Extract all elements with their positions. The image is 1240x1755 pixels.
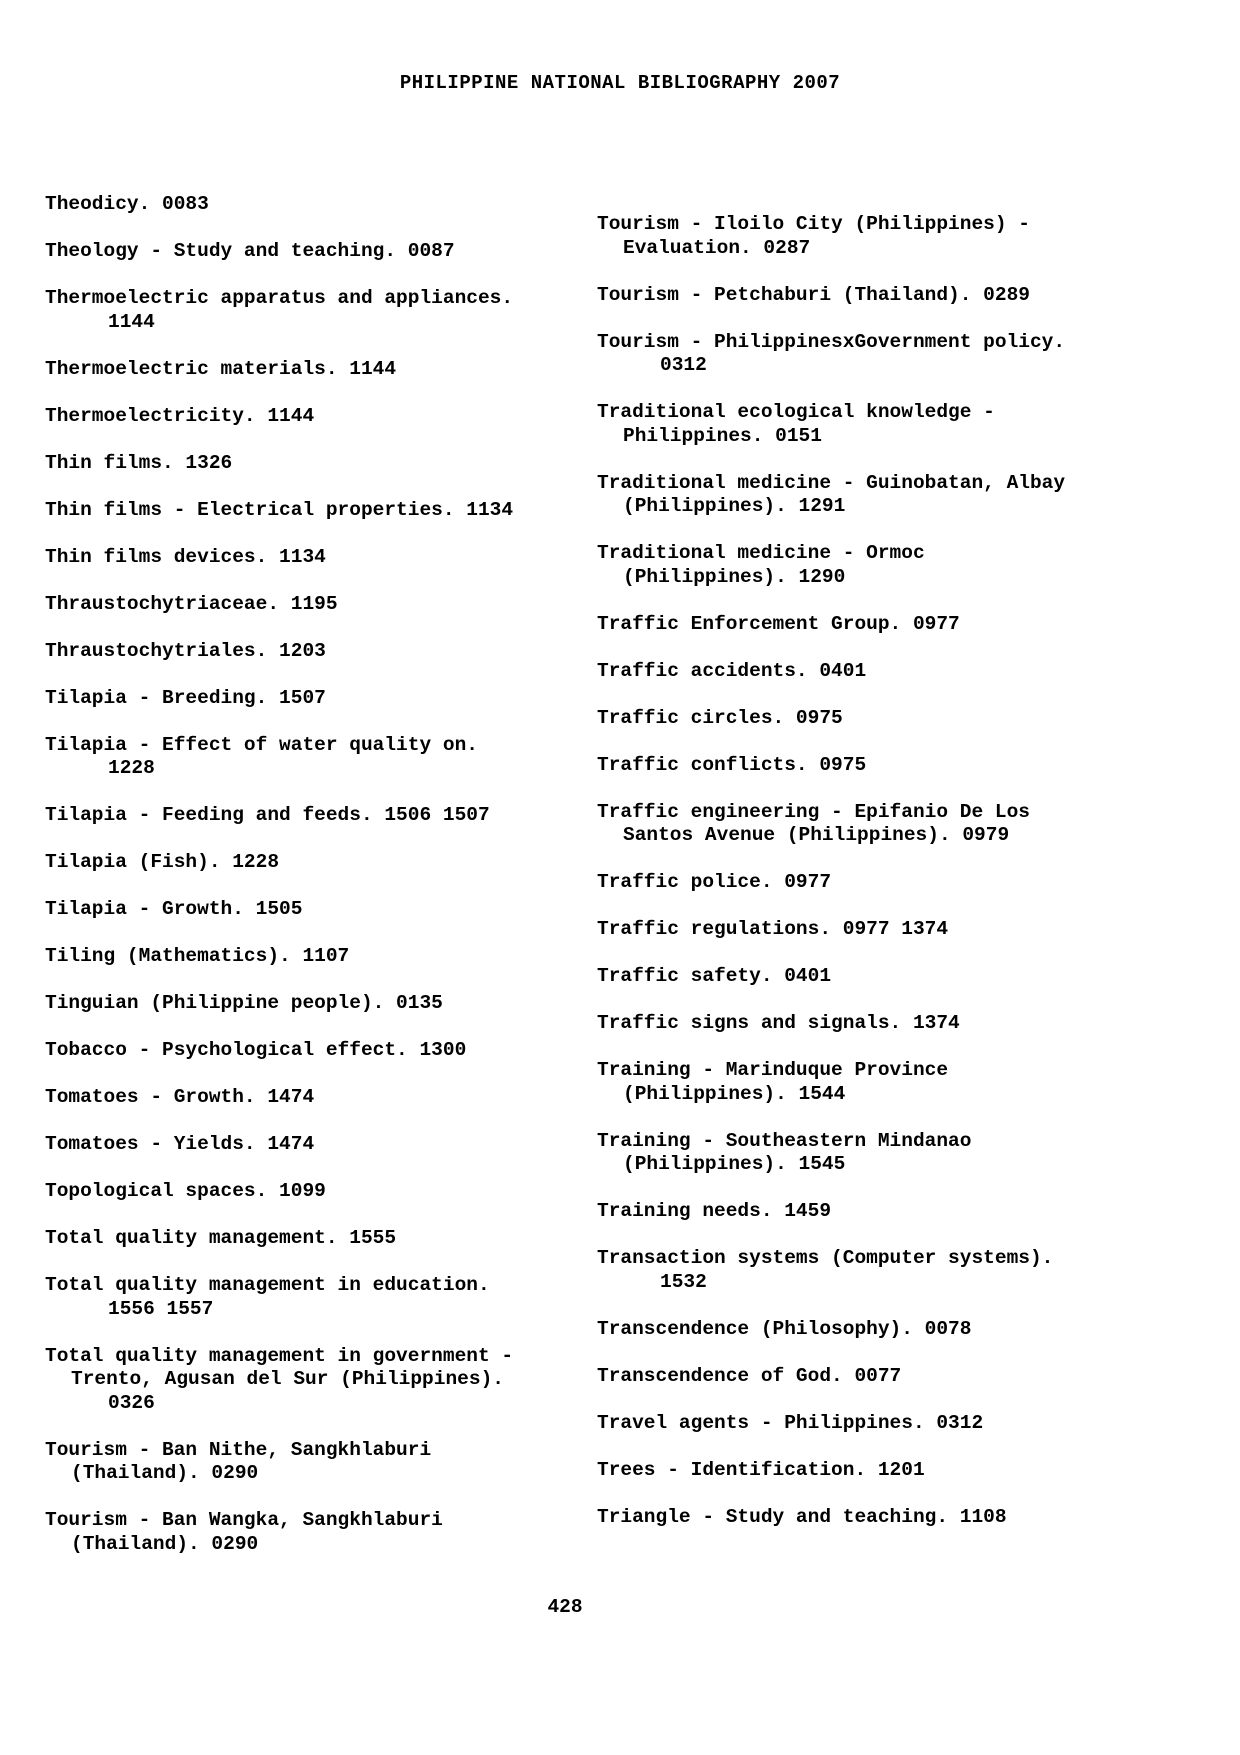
- entry-continuation-line: (Thailand). 0290: [71, 1532, 259, 1555]
- index-entry: [597, 1365, 1157, 1389]
- index-column-right: [597, 193, 1157, 1553]
- entry-heading-line: Thraustochytriales. 1203: [45, 639, 326, 662]
- index-entry: [597, 754, 1157, 778]
- index-entry: [597, 1506, 1157, 1530]
- index-entry: [45, 499, 565, 523]
- entry-heading-line: Total quality management in government -: [45, 1344, 514, 1367]
- entry-heading-line: Thin films. 1326: [45, 451, 233, 474]
- entry-continuation-line: 1532: [660, 1270, 707, 1293]
- entry-continuation-line: (Philippines). 1291: [623, 495, 846, 517]
- entry-heading-line: Traffic police. 0977: [597, 871, 832, 893]
- entry-heading-line: Tourism - Petchaburi (Thailand). 0289: [597, 283, 1030, 306]
- entry-continuation-line: (Philippines). 1545: [623, 1153, 846, 1175]
- entry-heading-line: Tourism - Iloilo City (Philippines) -: [597, 213, 1030, 235]
- page-number: 428: [547, 1596, 583, 1618]
- entry-heading-line: Transcendence (Philosophy). 0078: [597, 1317, 972, 1340]
- entry-heading-line: Total quality management in education.: [45, 1274, 490, 1296]
- index-entry: [45, 945, 565, 969]
- entry-heading-line: Traditional medicine - Guinobatan, Albay: [597, 471, 1066, 494]
- entry-heading-line: Thin films devices. 1134: [45, 545, 326, 568]
- entry-continuation-line: (Philippines). 1290: [623, 565, 846, 588]
- index-entry: [597, 1200, 1157, 1224]
- entry-heading-line: Tilapia - Effect of water quality on.: [45, 733, 478, 756]
- entry-heading-line: Tourism - Ban Nithe, Sangkhlaburi: [45, 1438, 432, 1461]
- index-entry: [45, 193, 565, 217]
- entry-heading-line: Trees - Identification. 1201: [597, 1458, 925, 1481]
- index-entry: [45, 1345, 565, 1416]
- entry-heading-line: Tobacco - Psychological effect. 1300: [45, 1039, 467, 1061]
- index-entry: [45, 1086, 565, 1110]
- index-entry: [597, 965, 1157, 989]
- entry-heading-line: Tilapia - Growth. 1505: [45, 898, 303, 920]
- entry-heading-line: Transaction systems (Computer systems).: [597, 1247, 1054, 1269]
- entry-continuation-line: Santos Avenue (Philippines). 0979: [623, 824, 1010, 846]
- entry-heading-line: Training - Southeastern Mindanao: [597, 1129, 972, 1152]
- entry-heading-line: Topological spaces. 1099: [45, 1180, 326, 1202]
- entry-heading-line: Thermoelectric materials. 1144: [45, 357, 397, 380]
- entry-heading-line: Total quality management. 1555: [45, 1227, 397, 1249]
- entry-heading-line: Triangle - Study and teaching. 1108: [597, 1505, 1007, 1528]
- entry-continuation-line: 1144: [108, 310, 155, 333]
- entry-heading-line: Thin films - Electrical properties. 1134: [45, 498, 514, 521]
- index-entry: [45, 851, 565, 875]
- index-entry: [597, 660, 1157, 684]
- index-entry: [45, 1133, 565, 1157]
- index-entry: [597, 1247, 1157, 1294]
- entry-heading-line: Tiling (Mathematics). 1107: [45, 945, 350, 967]
- index-entry: [597, 284, 1157, 308]
- entry-continuation-line: 1556 1557: [108, 1297, 214, 1320]
- index-column-left: [45, 193, 565, 1580]
- entry-heading-line: Tilapia - Breeding. 1507: [45, 686, 326, 709]
- index-entry: [597, 871, 1157, 895]
- entry-heading-line: Thermoelectric apparatus and appliances.: [45, 287, 514, 309]
- index-entry: [597, 1130, 1157, 1177]
- index-entry: [597, 542, 1157, 589]
- index-entry: [45, 1227, 565, 1251]
- index-entry: [45, 358, 565, 382]
- index-entry: [597, 213, 1157, 260]
- index-entry: [45, 734, 565, 781]
- entry-heading-line: Traffic Enforcement Group. 0977: [597, 612, 960, 635]
- page-header: PHILIPPINE NATIONAL BIBLIOGRAPHY 2007: [399, 72, 841, 94]
- index-entry: [45, 898, 565, 922]
- index-entry: [597, 1459, 1157, 1483]
- entry-heading-line: Traffic conflicts. 0975: [597, 753, 867, 776]
- entry-heading-line: Training - Marinduque Province: [597, 1059, 949, 1081]
- index-entry: [597, 918, 1157, 942]
- index-entry: [45, 804, 565, 828]
- index-entry: [45, 287, 565, 334]
- index-entry: [597, 1012, 1157, 1036]
- entry-heading-line: Theology - Study and teaching. 0087: [45, 240, 455, 262]
- entry-heading-line: Tomatoes - Growth. 1474: [45, 1086, 315, 1108]
- entry-continuation-line: (Philippines). 1544: [623, 1082, 846, 1105]
- index-entry: [45, 640, 565, 664]
- index-entry: [597, 401, 1157, 448]
- index-entry: [45, 992, 565, 1016]
- index-entry: [597, 472, 1157, 519]
- entry-heading-line: Training needs. 1459: [597, 1200, 832, 1222]
- entry-heading-line: Thraustochytriaceae. 1195: [45, 592, 338, 615]
- entry-heading-line: Traffic engineering - Epifanio De Los: [597, 800, 1030, 823]
- entry-heading-line: Traffic accidents. 0401: [597, 659, 867, 682]
- entry-heading-line: Theodicy. 0083: [45, 193, 209, 215]
- entry-heading-line: Thermoelectricity. 1144: [45, 404, 315, 427]
- index-entry: [597, 331, 1157, 378]
- index-entry: [45, 240, 565, 264]
- index-entry: [45, 1274, 565, 1321]
- index-entry: [597, 1318, 1157, 1342]
- entry-heading-line: Traditional ecological knowledge -: [597, 401, 995, 423]
- index-entry: [45, 1039, 565, 1063]
- index-entry: [597, 1412, 1157, 1436]
- entry-continuation-line: 1228: [108, 757, 155, 779]
- entry-heading-line: Tourism - PhilippinesxGovernment policy.: [597, 330, 1066, 353]
- entry-continuation-line: Evaluation. 0287: [623, 236, 811, 259]
- entry-heading-line: Traffic signs and signals. 1374: [597, 1012, 960, 1034]
- index-entry: [45, 1509, 565, 1556]
- entry-continuation-line: 0312: [660, 354, 707, 376]
- index-entry: [45, 546, 565, 570]
- entry-heading-line: Tourism - Ban Wangka, Sangkhlaburi: [45, 1509, 443, 1531]
- entry-heading-line: Traditional medicine - Ormoc: [597, 542, 925, 564]
- index-entry: [597, 801, 1157, 848]
- entry-heading-line: Travel agents - Philippines. 0312: [597, 1411, 984, 1434]
- entry-continuation-line: Philippines. 0151: [623, 424, 822, 447]
- entry-heading-line: Tilapia - Feeding and feeds. 1506 1507: [45, 804, 490, 826]
- entry-continuation-line: Trento, Agusan del Sur (Philippines).: [71, 1368, 504, 1390]
- index-entry: [45, 405, 565, 429]
- index-entry: [45, 1180, 565, 1204]
- entry-heading-line: Tilapia (Fish). 1228: [45, 851, 280, 873]
- entry-heading-line: Traffic safety. 0401: [597, 965, 832, 987]
- entry-continuation-line: (Thailand). 0290: [71, 1462, 259, 1484]
- entry-heading-line: Transcendence of God. 0077: [597, 1364, 902, 1387]
- index-entry: [45, 687, 565, 711]
- entry-heading-line: Traffic circles. 0975: [597, 706, 843, 729]
- entry-heading-line: Tinguian (Philippine people). 0135: [45, 992, 443, 1014]
- entry-continuation-line: 0326: [108, 1391, 155, 1414]
- index-entry: [597, 613, 1157, 637]
- index-entry: [597, 707, 1157, 731]
- entry-heading-line: Traffic regulations. 0977 1374: [597, 918, 949, 940]
- entry-heading-line: Tomatoes - Yields. 1474: [45, 1133, 315, 1155]
- index-entry: [45, 593, 565, 617]
- index-entry: [597, 1059, 1157, 1106]
- index-entry: [45, 452, 565, 476]
- index-entry: [45, 1439, 565, 1486]
